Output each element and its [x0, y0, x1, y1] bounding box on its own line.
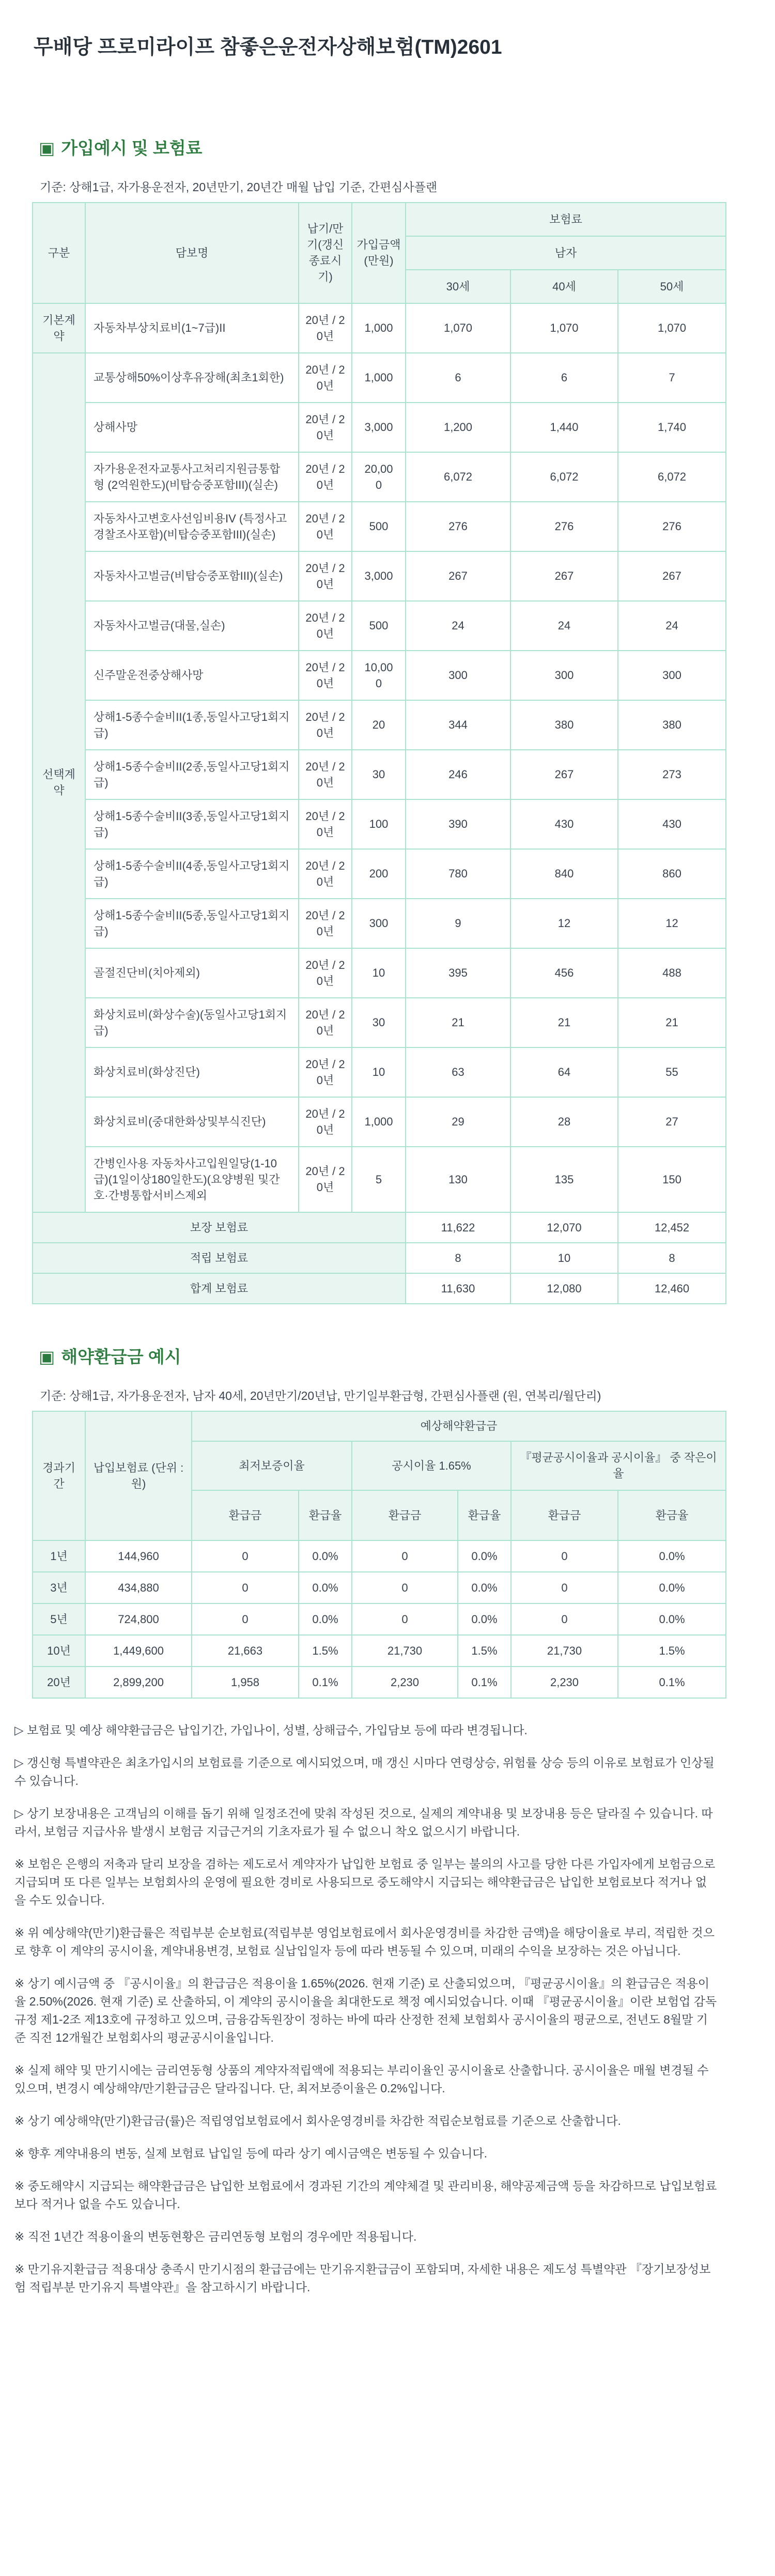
refund-section-heading: [39, 1344, 775, 1368]
total-label-cell: 적립 보험료: [33, 1243, 406, 1273]
paid-premium-cell: 1,449,600: [85, 1635, 192, 1667]
premium-table-row: [33, 899, 726, 948]
refund-value-cell: 0.0%: [458, 1572, 511, 1603]
notes: [14, 1721, 717, 2296]
amount-cell: 1,000: [352, 1097, 406, 1147]
col-header-declared-rate: 공시이율 1.65%: [352, 1441, 511, 1490]
premium-table-row: [33, 1047, 726, 1097]
col-header-age-40: 40세: [510, 270, 618, 303]
refund-table-row: [33, 1540, 726, 1572]
total-value-cell: 11,630: [406, 1273, 510, 1304]
refund-value-cell: 1.5%: [618, 1635, 726, 1667]
period-cell: 10년: [33, 1635, 85, 1667]
refund-value-cell: 0: [511, 1540, 618, 1572]
refund-value-cell: 0.0%: [458, 1540, 511, 1572]
amount-cell: 20,000: [352, 452, 406, 502]
refund-value-cell: 0.0%: [299, 1572, 352, 1603]
total-value-cell: 11,622: [406, 1212, 510, 1243]
term-cell: 20년 / 20년: [299, 452, 352, 502]
coverage-name-cell: 화상치료비(화상진단): [85, 1047, 299, 1097]
total-value-cell: 12,070: [510, 1212, 618, 1243]
premium-table-row: [33, 303, 726, 353]
section-refund: [0, 1344, 775, 1699]
group-cell: 기본계약: [33, 303, 85, 353]
total-value-cell: 8: [406, 1243, 510, 1273]
refund-value-cell: 21,663: [192, 1635, 299, 1667]
refund-value-cell: 0.0%: [618, 1603, 726, 1635]
coverage-name-cell: 골절진단비(치아제외): [85, 948, 299, 998]
refund-value-cell: 0.0%: [618, 1572, 726, 1603]
term-cell: 20년 / 20년: [299, 353, 352, 403]
col-header-gender: 남자: [406, 236, 726, 270]
premium-value-cell: 380: [618, 700, 726, 750]
page-title: 무배당 프로미라이프 참좋은운전자상해보험(TM)2601: [34, 36, 502, 58]
refund-table-row: [33, 1572, 726, 1603]
premium-table-row: [33, 700, 726, 750]
amount-cell: 1,000: [352, 353, 406, 403]
premium-value-cell: 12: [618, 899, 726, 948]
premium-value-cell: 6,072: [618, 452, 726, 502]
amount-cell: 3,000: [352, 551, 406, 601]
premium-value-cell: 135: [510, 1147, 618, 1212]
period-cell: 20년: [33, 1667, 85, 1698]
premium-value-cell: 430: [510, 799, 618, 849]
coverage-name-cell: 신주말운전중상해사망: [85, 651, 299, 700]
refund-value-cell: 1,958: [192, 1667, 299, 1698]
col-header-coverage-name: 담보명: [85, 203, 299, 303]
refund-value-cell: 0: [511, 1603, 618, 1635]
refund-section-heading-text: 해약환급금 예시: [61, 1347, 181, 1366]
paid-premium-cell: 724,800: [85, 1603, 192, 1635]
col-header-elapsed-period: 경과기간: [33, 1411, 85, 1540]
premium-value-cell: 456: [510, 948, 618, 998]
coverage-name-cell: 상해1-5종수술비II(2종,동일사고당1회지급): [85, 750, 299, 799]
refund-value-cell: 0: [352, 1540, 458, 1572]
col-header-amount: 가입금액(만원): [352, 203, 406, 303]
amount-cell: 1,000: [352, 303, 406, 353]
premium-table-body: [33, 303, 726, 1304]
premium-value-cell: 1,070: [510, 303, 618, 353]
col-header-term: 납기/만기(갱신종료시기): [299, 203, 352, 303]
premium-value-cell: 6: [510, 353, 618, 403]
premium-value-cell: 9: [406, 899, 510, 948]
col-header-refund-amount-1: 환급금: [192, 1490, 299, 1540]
total-value-cell: 8: [618, 1243, 726, 1273]
term-cell: 20년 / 20년: [299, 948, 352, 998]
document: [0, 36, 775, 2296]
note-item: ※ 중도해약시 지급되는 해약환급금은 납입한 보험료에서 경과된 기간의 계약체결 및 관리비용, 해약공제금액 등을 차감하므로 납입보험료보다 적거나 없을 수도 있습니다.: [14, 2179, 717, 2211]
term-cell: 20년 / 20년: [299, 502, 352, 551]
total-value-cell: 12,460: [618, 1273, 726, 1304]
period-cell: 3년: [33, 1572, 85, 1603]
premium-value-cell: 267: [618, 551, 726, 601]
premium-value-cell: 267: [406, 551, 510, 601]
premium-basis-text: 기준: 상해1급, 자가용운전자, 20년만기, 20년간 매월 납입 기준, 간편심사플랜: [40, 180, 438, 194]
term-cell: 20년 / 20년: [299, 403, 352, 452]
premium-value-cell: 300: [406, 651, 510, 700]
coverage-name-cell: 상해1-5종수술비II(1종,동일사고당1회지급): [85, 700, 299, 750]
premium-value-cell: 430: [618, 799, 726, 849]
col-header-premium: 보험료: [406, 203, 726, 236]
premium-table-row: [33, 353, 726, 403]
premium-value-cell: 300: [618, 651, 726, 700]
premium-value-cell: 27: [618, 1097, 726, 1147]
premium-value-cell: 273: [618, 750, 726, 799]
note-item: ※ 향후 계약내용의 변동, 실제 보험료 납입일 등에 따라 상기 예시금액은 변동될 수 있습니다.: [14, 2146, 487, 2160]
note-item: ※ 상기 예시금액 중 『공시이율』의 환급금은 적용이율 1.65%(2026. 현재 기준) 로 산출되었으며, 『평균공시이율』의 환급금은 적용이율 2.50%(2026. 현재 기준) 로 산출하되, 이 계약의 공시이율을 최대한도로 책정 예시되었습니다. 이때 『평균공시이율』이란 보험업 감독규정 제1-2조 제13호에 규정하고 있으며, 금융감독원장이 정하는 바에 따라 산정한 전체 보험회사 공시이율의 평균으로, 전년도 8월말 기준 직전 12개월간 보험회사의 평균공시이율입니다.: [14, 1976, 717, 2044]
coverage-name-cell: 상해1-5종수술비II(5종,동일사고당1회지급): [85, 899, 299, 948]
refund-value-cell: 0: [511, 1572, 618, 1603]
premium-section-heading-text: 가입예시 및 보험료: [61, 138, 203, 158]
coverage-name-cell: 교통상해50%이상후유장해(최초1회한): [85, 353, 299, 403]
amount-cell: 10: [352, 1047, 406, 1097]
section-premium: [0, 135, 775, 1304]
term-cell: 20년 / 20년: [299, 1047, 352, 1097]
premium-value-cell: 28: [510, 1097, 618, 1147]
premium-table-row: [33, 601, 726, 651]
period-cell: 5년: [33, 1603, 85, 1635]
note-item: ※ 직전 1년간 적용이율의 변동현황은 금리연동형 보험의 경우에만 적용됩니다.: [14, 2229, 417, 2243]
refund-table-row: [33, 1635, 726, 1667]
refund-value-cell: 0.1%: [458, 1667, 511, 1698]
coverage-name-cell: 자동차사고벌금(대물,실손): [85, 601, 299, 651]
refund-value-cell: 0.0%: [299, 1603, 352, 1635]
premium-section-heading: [39, 135, 775, 159]
premium-table-row: [33, 799, 726, 849]
premium-value-cell: 488: [618, 948, 726, 998]
group-cell: 선택계약: [33, 353, 85, 1212]
amount-cell: 10: [352, 948, 406, 998]
refund-table-row: [33, 1603, 726, 1635]
total-value-cell: 12,080: [510, 1273, 618, 1304]
premium-value-cell: 12: [510, 899, 618, 948]
premium-value-cell: 21: [618, 998, 726, 1047]
term-cell: 20년 / 20년: [299, 899, 352, 948]
refund-value-cell: 0: [192, 1603, 299, 1635]
refund-value-cell: 0.1%: [299, 1667, 352, 1698]
term-cell: 20년 / 20년: [299, 750, 352, 799]
premium-value-cell: 24: [406, 601, 510, 651]
premium-total-row: [33, 1243, 726, 1273]
premium-total-row: [33, 1212, 726, 1243]
premium-value-cell: 21: [406, 998, 510, 1047]
total-value-cell: 12,452: [618, 1212, 726, 1243]
premium-value-cell: 6: [406, 353, 510, 403]
premium-value-cell: 24: [618, 601, 726, 651]
premium-table-row: [33, 1097, 726, 1147]
premium-value-cell: 1,070: [618, 303, 726, 353]
premium-table-row: [33, 998, 726, 1047]
period-cell: 1년: [33, 1540, 85, 1572]
premium-value-cell: 1,200: [406, 403, 510, 452]
note-item: ※ 상기 예상해약(만기)환급금(률)은 적립영업보험료에서 회사운영경비를 차감한 적립순보험료를 기준으로 산출합니다.: [14, 2114, 621, 2127]
premium-value-cell: 380: [510, 700, 618, 750]
col-header-refund-rate-1: 환급율: [299, 1490, 352, 1540]
amount-cell: 300: [352, 899, 406, 948]
premium-table-row: [33, 551, 726, 601]
premium-value-cell: 780: [406, 849, 510, 899]
term-cell: 20년 / 20년: [299, 651, 352, 700]
col-header-min-guaranteed-rate: 최저보증이율: [192, 1441, 352, 1490]
term-cell: 20년 / 20년: [299, 700, 352, 750]
coverage-name-cell: 상해사망: [85, 403, 299, 452]
refund-table: [32, 1411, 726, 1699]
premium-value-cell: 55: [618, 1047, 726, 1097]
premium-value-cell: 390: [406, 799, 510, 849]
refund-value-cell: 0.1%: [618, 1667, 726, 1698]
premium-value-cell: 267: [510, 551, 618, 601]
premium-value-cell: 860: [618, 849, 726, 899]
premium-value-cell: 64: [510, 1047, 618, 1097]
term-cell: 20년 / 20년: [299, 1147, 352, 1212]
premium-value-cell: 29: [406, 1097, 510, 1147]
premium-table-row: [33, 750, 726, 799]
total-label-cell: 보장 보험료: [33, 1212, 406, 1243]
premium-table-head: [33, 203, 726, 303]
total-value-cell: 10: [510, 1243, 618, 1273]
note-item: ※ 만기유지환급금 적용대상 충족시 만기시점의 환급금에는 만기유지환급금이 포함되며, 자세한 내용은 제도성 특별약관 『장기보장성보험 적립부분 만기유지 특별약관』을 참고하시기 바랍니다.: [14, 2262, 711, 2294]
note-item: ※ 위 예상해약(만기)환급률은 적립부분 순보험료(적립부분 영업보험료에서 회사운영경비를 차감한 금액)을 해당이율로 부리, 적립한 것으로 향후 이 계약의 공시이율, 계약내용변경, 보험료 실납입일자 등에 따라 변동될 수 있으며, 미래의 수익을 보장하는 것은 아닙니다.: [14, 1925, 715, 1957]
term-cell: 20년 / 20년: [299, 849, 352, 899]
premium-total-row: [33, 1273, 726, 1304]
col-header-refund-rate-2: 환급율: [458, 1490, 511, 1540]
term-cell: 20년 / 20년: [299, 601, 352, 651]
note-item: ▷ 상기 보장내용은 고객님의 이해를 돕기 위해 일정조건에 맞춰 작성된 것으로, 실제의 계약내용 및 보장내용 등은 달라질 수 있습니다. 따라서, 보험금 지급사유 발생시 보험금 지급근거의 기초자료가 될 수 없으니 착오 없으시기 바랍니다.: [14, 1806, 713, 1838]
premium-value-cell: 344: [406, 700, 510, 750]
coverage-name-cell: 자동차사고변호사선임비용IV (특정사고경찰조사포함)(비탑승중포함III)(실손): [85, 502, 299, 551]
col-header-refund-amount-3: 환급금: [511, 1490, 618, 1540]
refund-value-cell: 0.0%: [299, 1540, 352, 1572]
coverage-name-cell: 상해1-5종수술비II(4종,동일사고당1회지급): [85, 849, 299, 899]
refund-value-cell: 2,230: [511, 1667, 618, 1698]
premium-table-row: [33, 1147, 726, 1212]
refund-value-cell: 1.5%: [299, 1635, 352, 1667]
refund-table-row: [33, 1667, 726, 1698]
col-header-refund-rate-3: 환금율: [618, 1490, 726, 1540]
section-marker-icon: ▣: [39, 138, 55, 158]
premium-value-cell: 276: [510, 502, 618, 551]
refund-value-cell: 0.0%: [458, 1603, 511, 1635]
term-cell: 20년 / 20년: [299, 799, 352, 849]
premium-value-cell: 300: [510, 651, 618, 700]
refund-value-cell: 0: [352, 1603, 458, 1635]
term-cell: 20년 / 20년: [299, 303, 352, 353]
premium-table-row: [33, 502, 726, 551]
note-item: ▷ 보험료 및 예상 해약환급금은 납입기간, 가입나이, 성별, 상해급수, 가입담보 등에 따라 변경됩니다.: [14, 1723, 528, 1737]
note-item: ※ 실제 해약 및 만기시에는 금리연동형 상품의 계약자적립액에 적용되는 부리이율인 공시이율로 산출합니다. 공시이율은 매월 변경될 수 있으며, 변경시 예상해약/만기환급금은 달라집니다. 단, 최저보증이율은 0.2%입니다.: [14, 2063, 709, 2095]
amount-cell: 20: [352, 700, 406, 750]
amount-cell: 10,000: [352, 651, 406, 700]
amount-cell: 30: [352, 998, 406, 1047]
coverage-name-cell: 간병인사용 자동차사고입원일당(1-10급)(1일이상180일한도)(요양병원 및간호·간병통합서비스제외: [85, 1147, 299, 1212]
refund-table-head: [33, 1411, 726, 1540]
amount-cell: 200: [352, 849, 406, 899]
total-label-cell: 합계 보험료: [33, 1273, 406, 1304]
refund-value-cell: 2,230: [352, 1667, 458, 1698]
refund-basis-text: 기준: 상해1급, 자가용운전자, 남자 40세, 20년만기/20년납, 만기일부환급형, 간편심사플랜 (원, 연복리/월단리): [40, 1389, 601, 1402]
refund-value-cell: 1.5%: [458, 1635, 511, 1667]
amount-cell: 500: [352, 502, 406, 551]
col-header-lower-of-avg-declared-rate: 『평균공시이율과 공시이율』 중 작은이율: [511, 1441, 726, 1490]
coverage-name-cell: 상해1-5종수술비II(3종,동일사고당1회지급): [85, 799, 299, 849]
amount-cell: 30: [352, 750, 406, 799]
premium-table: [32, 202, 726, 1304]
col-header-age-50: 50세: [618, 270, 726, 303]
col-header-group: 구분: [33, 203, 85, 303]
col-header-age-30: 30세: [406, 270, 510, 303]
premium-value-cell: 395: [406, 948, 510, 998]
coverage-name-cell: 자가용운전자교통사고처리지원금통합형 (2억원한도)(비탑승중포함III)(실손): [85, 452, 299, 502]
premium-table-row: [33, 651, 726, 700]
premium-value-cell: 63: [406, 1047, 510, 1097]
premium-table-row: [33, 849, 726, 899]
premium-value-cell: 1,070: [406, 303, 510, 353]
note-item: ▷ 갱신형 특별약관은 최초가입시의 보험료를 기준으로 예시되었으며, 매 갱신 시마다 연령상승, 위험률 상승 등의 이유로 보험료가 인상될 수 있습니다.: [14, 1755, 715, 1787]
paid-premium-cell: 434,880: [85, 1572, 192, 1603]
premium-value-cell: 6,072: [406, 452, 510, 502]
coverage-name-cell: 화상치료비(화상수술)(동일사고당1회지급): [85, 998, 299, 1047]
refund-value-cell: 21,730: [511, 1635, 618, 1667]
term-cell: 20년 / 20년: [299, 998, 352, 1047]
premium-value-cell: 150: [618, 1147, 726, 1212]
premium-value-cell: 276: [406, 502, 510, 551]
refund-value-cell: 0: [352, 1572, 458, 1603]
amount-cell: 5: [352, 1147, 406, 1212]
premium-value-cell: 276: [618, 502, 726, 551]
premium-table-row: [33, 452, 726, 502]
amount-cell: 500: [352, 601, 406, 651]
premium-value-cell: 246: [406, 750, 510, 799]
refund-value-cell: 0.0%: [618, 1540, 726, 1572]
premium-value-cell: 7: [618, 353, 726, 403]
col-header-refund-amount-2: 환급금: [352, 1490, 458, 1540]
col-header-paid-premium: 납입보험료 (단위 : 원): [85, 1411, 192, 1540]
col-header-expected-refund: 예상해약환급금: [192, 1411, 726, 1441]
premium-value-cell: 130: [406, 1147, 510, 1212]
premium-value-cell: 1,740: [618, 403, 726, 452]
premium-table-row: [33, 948, 726, 998]
paid-premium-cell: 2,899,200: [85, 1667, 192, 1698]
refund-value-cell: 0: [192, 1572, 299, 1603]
amount-cell: 100: [352, 799, 406, 849]
section-marker-icon: ▣: [39, 1347, 55, 1366]
coverage-name-cell: 화상치료비(중대한화상및부식진단): [85, 1097, 299, 1147]
refund-table-body: [33, 1540, 726, 1698]
premium-value-cell: 1,440: [510, 403, 618, 452]
premium-value-cell: 6,072: [510, 452, 618, 502]
term-cell: 20년 / 20년: [299, 1097, 352, 1147]
premium-value-cell: 21: [510, 998, 618, 1047]
refund-value-cell: 21,730: [352, 1635, 458, 1667]
premium-value-cell: 24: [510, 601, 618, 651]
term-cell: 20년 / 20년: [299, 551, 352, 601]
coverage-name-cell: 자동차사고벌금(비탑승중포함III)(실손): [85, 551, 299, 601]
refund-value-cell: 0: [192, 1540, 299, 1572]
amount-cell: 3,000: [352, 403, 406, 452]
paid-premium-cell: 144,960: [85, 1540, 192, 1572]
premium-value-cell: 840: [510, 849, 618, 899]
coverage-name-cell: 자동차부상치료비(1~7급)II: [85, 303, 299, 353]
premium-table-row: [33, 403, 726, 452]
note-item: ※ 보험은 은행의 저축과 달리 보장을 겸하는 제도로서 계약자가 납입한 보험료 중 일부는 불의의 사고를 당한 다른 가입자에게 보험금으로 지급되며 또 다른 일부는 보험회사의 운영에 필요한 경비로 사용되므로 중도해약시 지급되는 해약환급금은 납입한 보험료보다 적거나 없을 수도 있습니다.: [14, 1857, 716, 1907]
premium-value-cell: 267: [510, 750, 618, 799]
